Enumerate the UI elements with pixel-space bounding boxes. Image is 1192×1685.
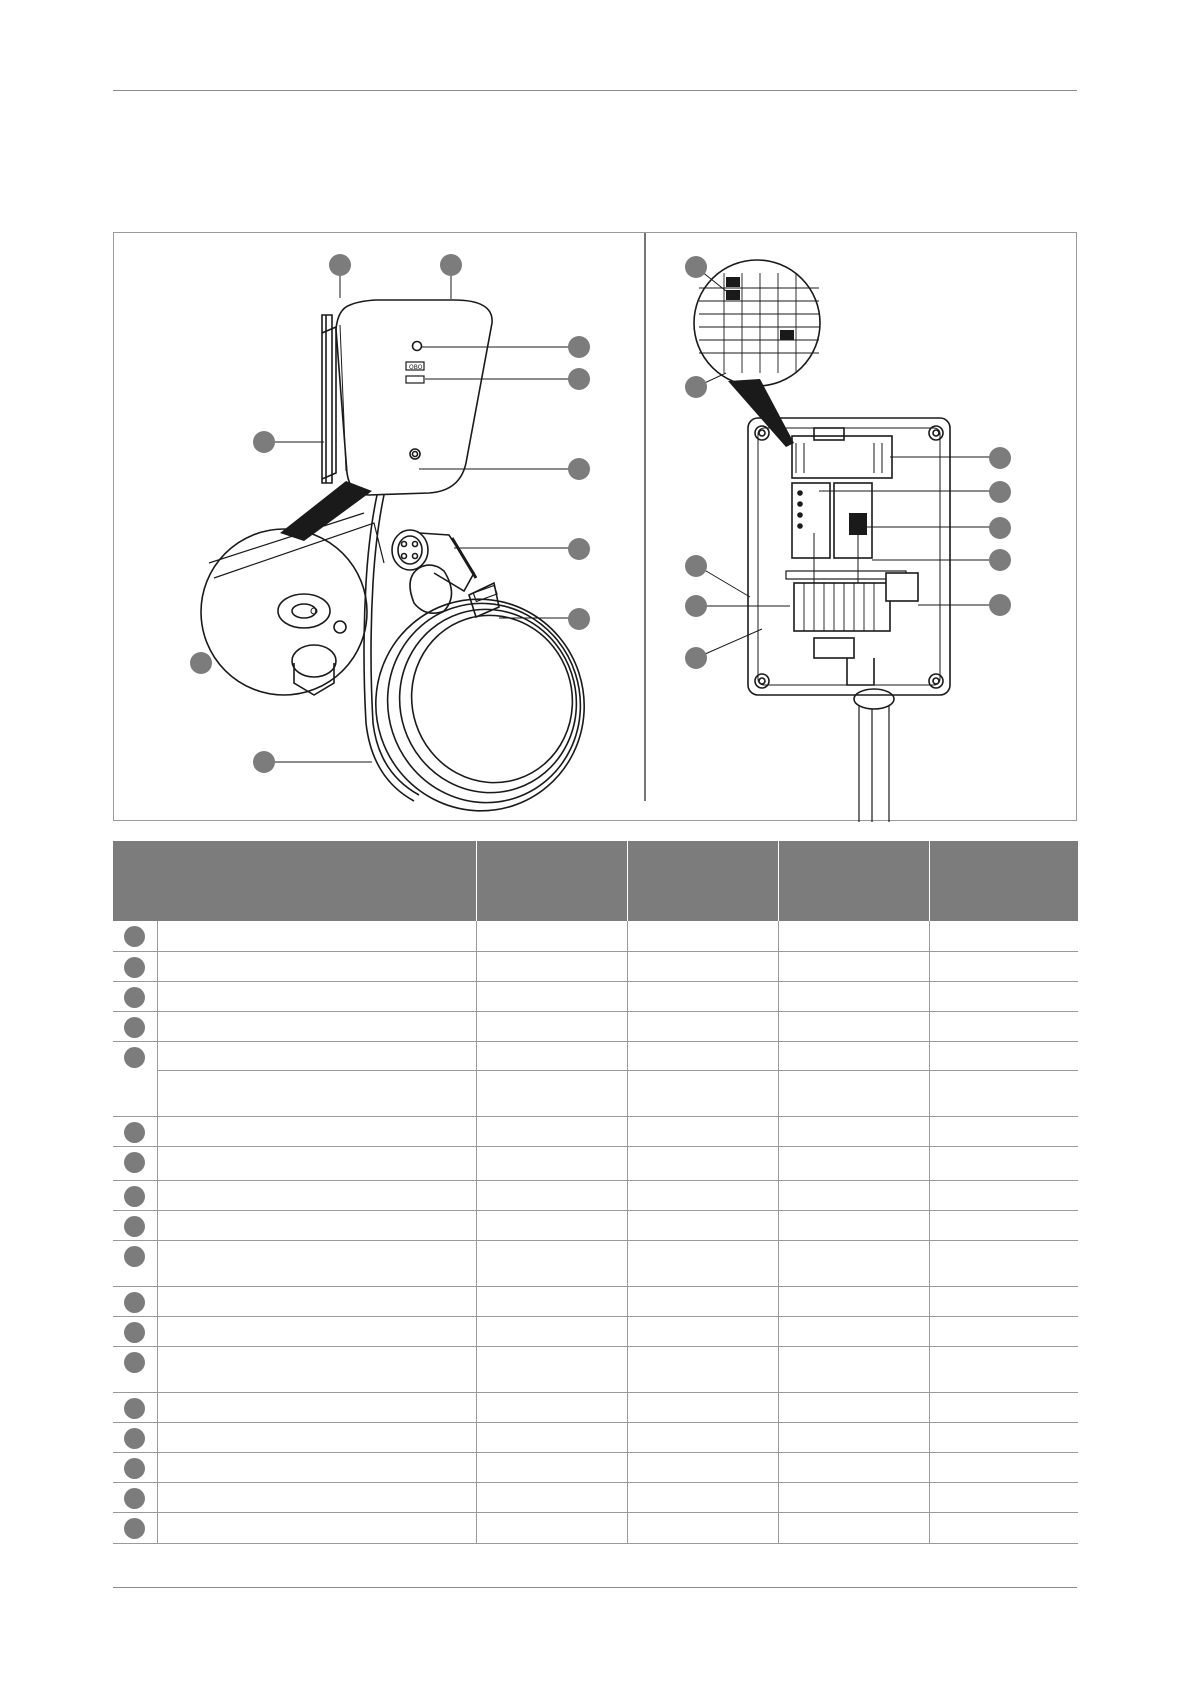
table-cell [157, 1147, 476, 1181]
table-cell [929, 1147, 1078, 1181]
table-row [113, 1211, 1078, 1241]
row-callout-cell [113, 1317, 157, 1347]
callout-dot [124, 1518, 145, 1539]
table-cell [476, 1483, 627, 1513]
callout-dot [124, 1246, 145, 1267]
table-cell [627, 1423, 778, 1453]
table-cell [157, 1483, 476, 1513]
table-cell [627, 1483, 778, 1513]
table-cell [157, 1181, 476, 1211]
callout-dot [124, 1216, 145, 1237]
table-cell [929, 1071, 1078, 1117]
table-cell [627, 1317, 778, 1347]
left-callouts [190, 254, 590, 773]
callout-dot [989, 447, 1011, 469]
table-row [113, 1513, 1078, 1544]
figure-illustration [114, 233, 1078, 822]
table-cell [476, 1117, 627, 1147]
callout-dot [685, 376, 707, 398]
row-callout-cell [113, 981, 157, 1011]
table-cell [476, 1181, 627, 1211]
table-cell [157, 1513, 476, 1544]
component-table [113, 841, 1078, 1544]
table-cell [929, 951, 1078, 981]
callout-dot [440, 254, 462, 276]
callout-dot [124, 1122, 145, 1143]
table-cell [627, 1211, 778, 1241]
table-cell [627, 1393, 778, 1423]
row-callout-cell [113, 1181, 157, 1211]
wallbox-exterior-drawing [201, 300, 612, 822]
table-cell [157, 1241, 476, 1287]
table-row [113, 1423, 1078, 1453]
table-cell [627, 1287, 778, 1317]
row-callout-cell [113, 1071, 157, 1117]
table-cell [778, 981, 929, 1011]
table-cell [627, 921, 778, 951]
callout-dot [253, 751, 275, 773]
row-callout-cell [113, 1241, 157, 1287]
svg-text:OBO: OBO [409, 364, 423, 371]
table-cell [627, 1513, 778, 1544]
callout-dot [124, 1292, 145, 1313]
wallbox-interior-drawing [694, 260, 950, 822]
table-cell [157, 1287, 476, 1317]
row-callout-cell [113, 1393, 157, 1423]
table-cell [476, 1513, 627, 1544]
table-cell [476, 981, 627, 1011]
table-row [113, 1241, 1078, 1287]
row-callout-cell [113, 1041, 157, 1071]
table-cell [157, 1011, 476, 1041]
table-cell [157, 1071, 476, 1117]
callout-dot [124, 1047, 145, 1068]
table-cell [157, 1117, 476, 1147]
table-row [113, 1011, 1078, 1041]
table-cell [778, 1071, 929, 1117]
table-cell [627, 951, 778, 981]
row-callout-cell [113, 1117, 157, 1147]
callout-dot [124, 957, 145, 978]
table-cell [157, 1211, 476, 1241]
table-cell [157, 981, 476, 1011]
callout-dot [329, 254, 351, 276]
table-cell [476, 951, 627, 981]
table-cell [929, 1181, 1078, 1211]
table-row [113, 1317, 1078, 1347]
table-cell [476, 1211, 627, 1241]
table-cell [778, 1011, 929, 1041]
table-row [113, 1287, 1078, 1317]
table-cell [778, 921, 929, 951]
table-cell [778, 951, 929, 981]
table-cell [627, 1181, 778, 1211]
table-row [113, 1181, 1078, 1211]
table-cell [627, 1453, 778, 1483]
row-callout-cell [113, 1513, 157, 1544]
table-cell [157, 921, 476, 951]
table-cell [778, 1147, 929, 1181]
table-row [113, 1453, 1078, 1483]
row-callout-cell [113, 1483, 157, 1513]
table-cell [476, 1011, 627, 1041]
table-cell [627, 1147, 778, 1181]
table-cell [476, 1393, 627, 1423]
table-cell [929, 1117, 1078, 1147]
table-row [113, 1147, 1078, 1181]
table-cell [627, 1241, 778, 1287]
table-header-row [113, 841, 1078, 921]
callout-dot [685, 256, 707, 278]
table-row [113, 981, 1078, 1011]
table-cell [476, 1453, 627, 1483]
callout-dot [685, 647, 707, 669]
table-cell [778, 1181, 929, 1211]
table-cell [778, 1453, 929, 1483]
table-cell [929, 1287, 1078, 1317]
table-cell [476, 1041, 627, 1071]
row-callout-cell [113, 1347, 157, 1393]
product-figure [113, 232, 1077, 821]
callout-dot [568, 608, 590, 630]
table-cell [929, 1453, 1078, 1483]
table-cell [476, 1241, 627, 1287]
callout-dot [989, 481, 1011, 503]
footer-rule [113, 1587, 1077, 1588]
row-callout-cell [113, 1453, 157, 1483]
table-body [113, 921, 1078, 1544]
callout-dot [124, 1352, 145, 1373]
table-cell [929, 1393, 1078, 1423]
table-cell [157, 1317, 476, 1347]
callout-dot [124, 987, 145, 1008]
table-cell [157, 1423, 476, 1453]
callout-dot [568, 368, 590, 390]
table-cell [778, 1287, 929, 1317]
row-callout-cell [113, 951, 157, 981]
component-table-wrap [113, 841, 1078, 1544]
table-cell [778, 1241, 929, 1287]
table-cell [157, 1393, 476, 1423]
table-cell [476, 1071, 627, 1117]
callout-dot [190, 652, 212, 674]
row-callout-cell [113, 1423, 157, 1453]
table-cell [476, 1347, 627, 1393]
row-callout-cell [113, 921, 157, 951]
table-cell [929, 1211, 1078, 1241]
table-cell [929, 1317, 1078, 1347]
table-cell [778, 1117, 929, 1147]
table-cell [476, 1423, 627, 1453]
table-cell [157, 1453, 476, 1483]
table-cell [929, 921, 1078, 951]
table-cell [627, 1071, 778, 1117]
table-cell [929, 1513, 1078, 1544]
table-cell [627, 1117, 778, 1147]
callout-dot [989, 549, 1011, 571]
table-cell [627, 981, 778, 1011]
table-cell [476, 921, 627, 951]
table-row [113, 1483, 1078, 1513]
table-row [113, 1117, 1078, 1147]
column-header [627, 841, 778, 921]
table-cell [929, 1347, 1078, 1393]
table-cell [778, 1513, 929, 1544]
table-row [113, 1393, 1078, 1423]
callout-dot [989, 517, 1011, 539]
callout-dot [124, 1152, 145, 1173]
header-rule [113, 90, 1077, 91]
table-cell [157, 951, 476, 981]
column-header [778, 841, 929, 921]
table-cell [627, 1011, 778, 1041]
table-cell [476, 1317, 627, 1347]
callout-dot [124, 1398, 145, 1419]
table-cell [476, 1287, 627, 1317]
callout-dot [568, 336, 590, 358]
table-row [113, 1071, 1078, 1117]
callout-dot [124, 926, 145, 947]
table-cell [929, 1423, 1078, 1453]
column-header [929, 841, 1078, 921]
table-cell [778, 1347, 929, 1393]
row-callout-cell [113, 1287, 157, 1317]
callout-dot [685, 595, 707, 617]
table-cell [929, 1241, 1078, 1287]
table-cell [778, 1041, 929, 1071]
table-row [113, 1041, 1078, 1071]
table-cell [929, 1041, 1078, 1071]
callout-dot [124, 1428, 145, 1449]
row-callout-cell [113, 1211, 157, 1241]
table-row [113, 921, 1078, 951]
table-cell [929, 1011, 1078, 1041]
table-cell [778, 1423, 929, 1453]
table-cell [157, 1041, 476, 1071]
callout-dot [685, 555, 707, 577]
table-row [113, 1347, 1078, 1393]
column-header [113, 841, 476, 921]
table-cell [778, 1211, 929, 1241]
table-cell [476, 1147, 627, 1181]
table-cell [929, 981, 1078, 1011]
row-callout-cell [113, 1147, 157, 1181]
table-cell [627, 1041, 778, 1071]
callout-dot [124, 1186, 145, 1207]
callout-dot [124, 1017, 145, 1038]
callout-dot [568, 458, 590, 480]
callout-dot [124, 1488, 145, 1509]
row-callout-cell [113, 1011, 157, 1041]
right-callouts [685, 256, 1011, 669]
table-cell [157, 1347, 476, 1393]
callout-dot [124, 1458, 145, 1479]
callout-dot [253, 431, 275, 453]
table-cell [929, 1483, 1078, 1513]
callout-dot [568, 538, 590, 560]
table-cell [778, 1393, 929, 1423]
table-cell [778, 1317, 929, 1347]
table-cell [778, 1483, 929, 1513]
column-header [476, 841, 627, 921]
callout-dot [124, 1322, 145, 1343]
table-row [113, 951, 1078, 981]
table-cell [627, 1347, 778, 1393]
callout-dot [989, 594, 1011, 616]
